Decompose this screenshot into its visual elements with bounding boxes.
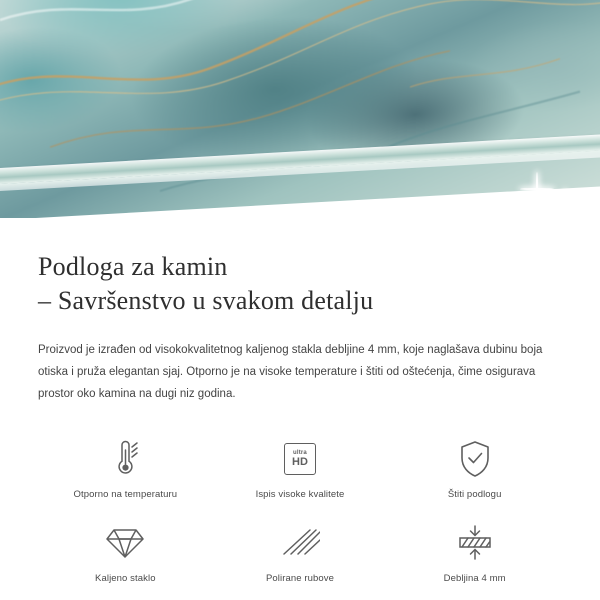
headline-line-1: Podloga za kamin [38,252,228,281]
shield-check-icon [457,438,493,480]
polished-edges-icon [280,522,320,564]
content-area [0,218,600,588]
sparkle-icon [556,190,574,208]
feature-label: Štiti podlogu [447,488,502,500]
feature-item-thickness [387,516,562,588]
feature-item-tempered-glass [38,516,213,588]
headline-line-2: – Savršenstvo u svakom detalju [38,286,374,316]
feature-item-polished-edges [213,516,388,588]
feature-item-protection [387,432,562,504]
hero-image-inner [0,0,600,218]
thickness-icon [455,522,495,564]
thermometer-icon [108,438,142,480]
ultra-hd-icon [284,438,316,480]
product-description: Proizvod je izrađen od visokokvalitetnog kaljenog stakla debljine 4 mm, koje naglašava dubinu boja otiska i pruža elegantan sjaj. Otporno je na visoke temperature i štiti od oštećenja, čime osigurava prostor oko kamina na dugi niz godina. [38,343,543,401]
ultra-hd-badge-bottom: HD [292,455,308,468]
hero-image [0,0,600,218]
ultra-hd-badge-top: ultra [292,449,307,456]
page-title [38,250,562,319]
feature-item-print-quality [213,432,388,504]
feature-grid [38,432,562,588]
feature-label: Polirane rubove [265,572,335,584]
feature-label: Debljina 4 mm [443,572,506,584]
feature-label: Kaljeno staklo [95,572,156,584]
feature-label: Ispis visoke kvalitete [255,488,345,500]
feature-label: Otporno na temperaturu [73,488,178,500]
feature-item-temperature [38,432,213,504]
diamond-icon [105,522,145,564]
